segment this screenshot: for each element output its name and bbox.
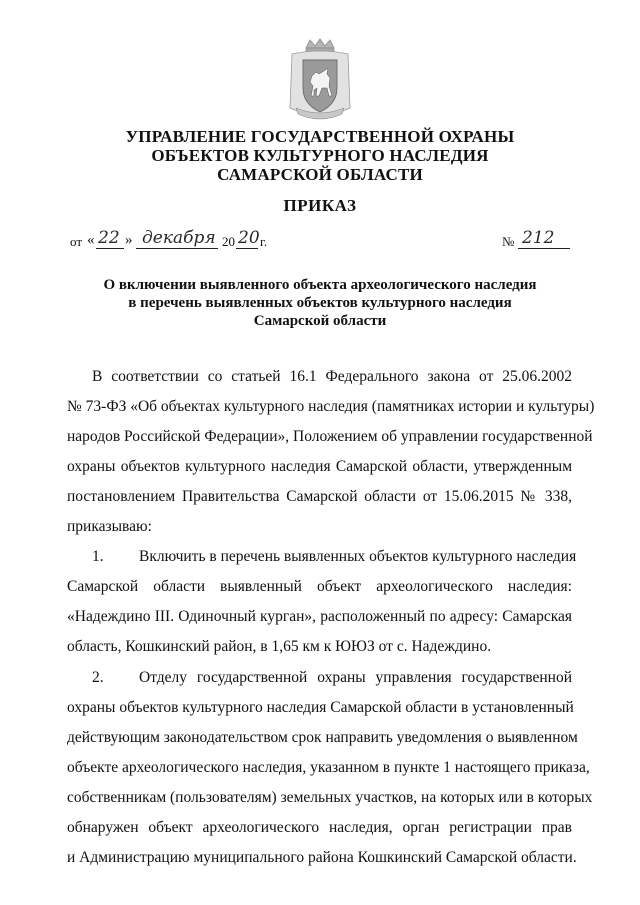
date-month-handwritten: декабря xyxy=(142,228,216,248)
item-2-line-2: охраны объектов культурного наследия Самарской области в установленный xyxy=(67,699,574,716)
preamble-line-2: № 73-ФЗ «Об объектах культурного наследия (памятниках истории и культуры) xyxy=(67,398,595,415)
item-1-line-3: «Надеждино III. Одиночный курган», расположенный по адресу: Самарская xyxy=(67,608,572,625)
preamble-line-6: приказываю: xyxy=(67,518,152,535)
item-1-line-1: Включить в перечень выявленных объектов культурного наследия xyxy=(139,548,577,565)
item-1-line-2: Самарской области выявленный объект археологического наследия: xyxy=(67,578,572,595)
date-year-prefix: 20 xyxy=(222,234,235,249)
preamble-line-5: постановлением Правительства Самарской области от 15.06.2015 № 338, xyxy=(67,488,572,505)
date-day-handwritten: 22 xyxy=(98,228,120,248)
subject-line-1: О включении выявленного объекта археологического наследия xyxy=(103,277,537,293)
item-2-line-6: обнаружен объект археологического наследия, орган регистрации прав xyxy=(67,819,572,836)
item-2-line-5: собственникам (пользователям) земельных участков, на которых или в которых xyxy=(67,789,593,806)
item-2-line-4: объекте археологического наследия, указанном в пункте 1 настоящего приказа, xyxy=(67,759,590,776)
item-1-number: 1. xyxy=(92,548,104,565)
order-number-label: № xyxy=(502,234,515,249)
date-number-line xyxy=(70,228,570,252)
date-month-underline xyxy=(136,248,218,249)
order-number-handwritten: 212 xyxy=(522,228,555,248)
preamble-line-3: народов Российской Федерации», Положением об управлении государственной xyxy=(67,428,593,445)
date-prefix: от xyxy=(70,234,83,249)
item-2-line-7: и Администрацию муниципального района Кошкинский Самарской области. xyxy=(67,849,577,866)
coat-of-arms-icon xyxy=(286,38,354,122)
preamble-line-1: В соответствии со статьей 16.1 Федерального закона от 25.06.2002 xyxy=(92,368,572,385)
date-open-quote: « xyxy=(87,232,95,248)
document-type-title: ПРИКАЗ xyxy=(283,196,357,215)
item-1-line-4: область, Кошкинский район, в 1,65 км к ЮЮЗ от с. Надеждино. xyxy=(67,638,492,655)
preamble-line-4: охраны объектов культурного наследия Самарской области, утвержденным xyxy=(67,458,572,475)
item-2-number: 2. xyxy=(92,669,104,686)
date-year-suffix: г. xyxy=(260,234,268,249)
date-day-underline xyxy=(96,248,124,249)
subject-line-2: в перечень выявленных объектов культурного наследия xyxy=(128,295,512,311)
item-2-line-1: Отделу государственной охраны управления государственной xyxy=(139,669,572,686)
date-year-underline xyxy=(236,248,258,249)
date-close-quote: » xyxy=(125,232,133,248)
order-number-underline xyxy=(518,248,570,249)
item-2-line-3: действующим законодательством срок направить уведомления о выявленном xyxy=(67,729,578,746)
subject-line-3: Самарской области xyxy=(253,313,387,329)
date-year-handwritten: 20 xyxy=(238,228,260,248)
org-name-line-2: ОБЪЕКТОВ КУЛЬТУРНОГО НАСЛЕДИЯ xyxy=(151,146,489,165)
org-name-line-1: УПРАВЛЕНИЕ ГОСУДАРСТВЕННОЙ ОХРАНЫ xyxy=(125,127,515,146)
org-name-line-3: САМАРСКОЙ ОБЛАСТИ xyxy=(217,165,423,184)
